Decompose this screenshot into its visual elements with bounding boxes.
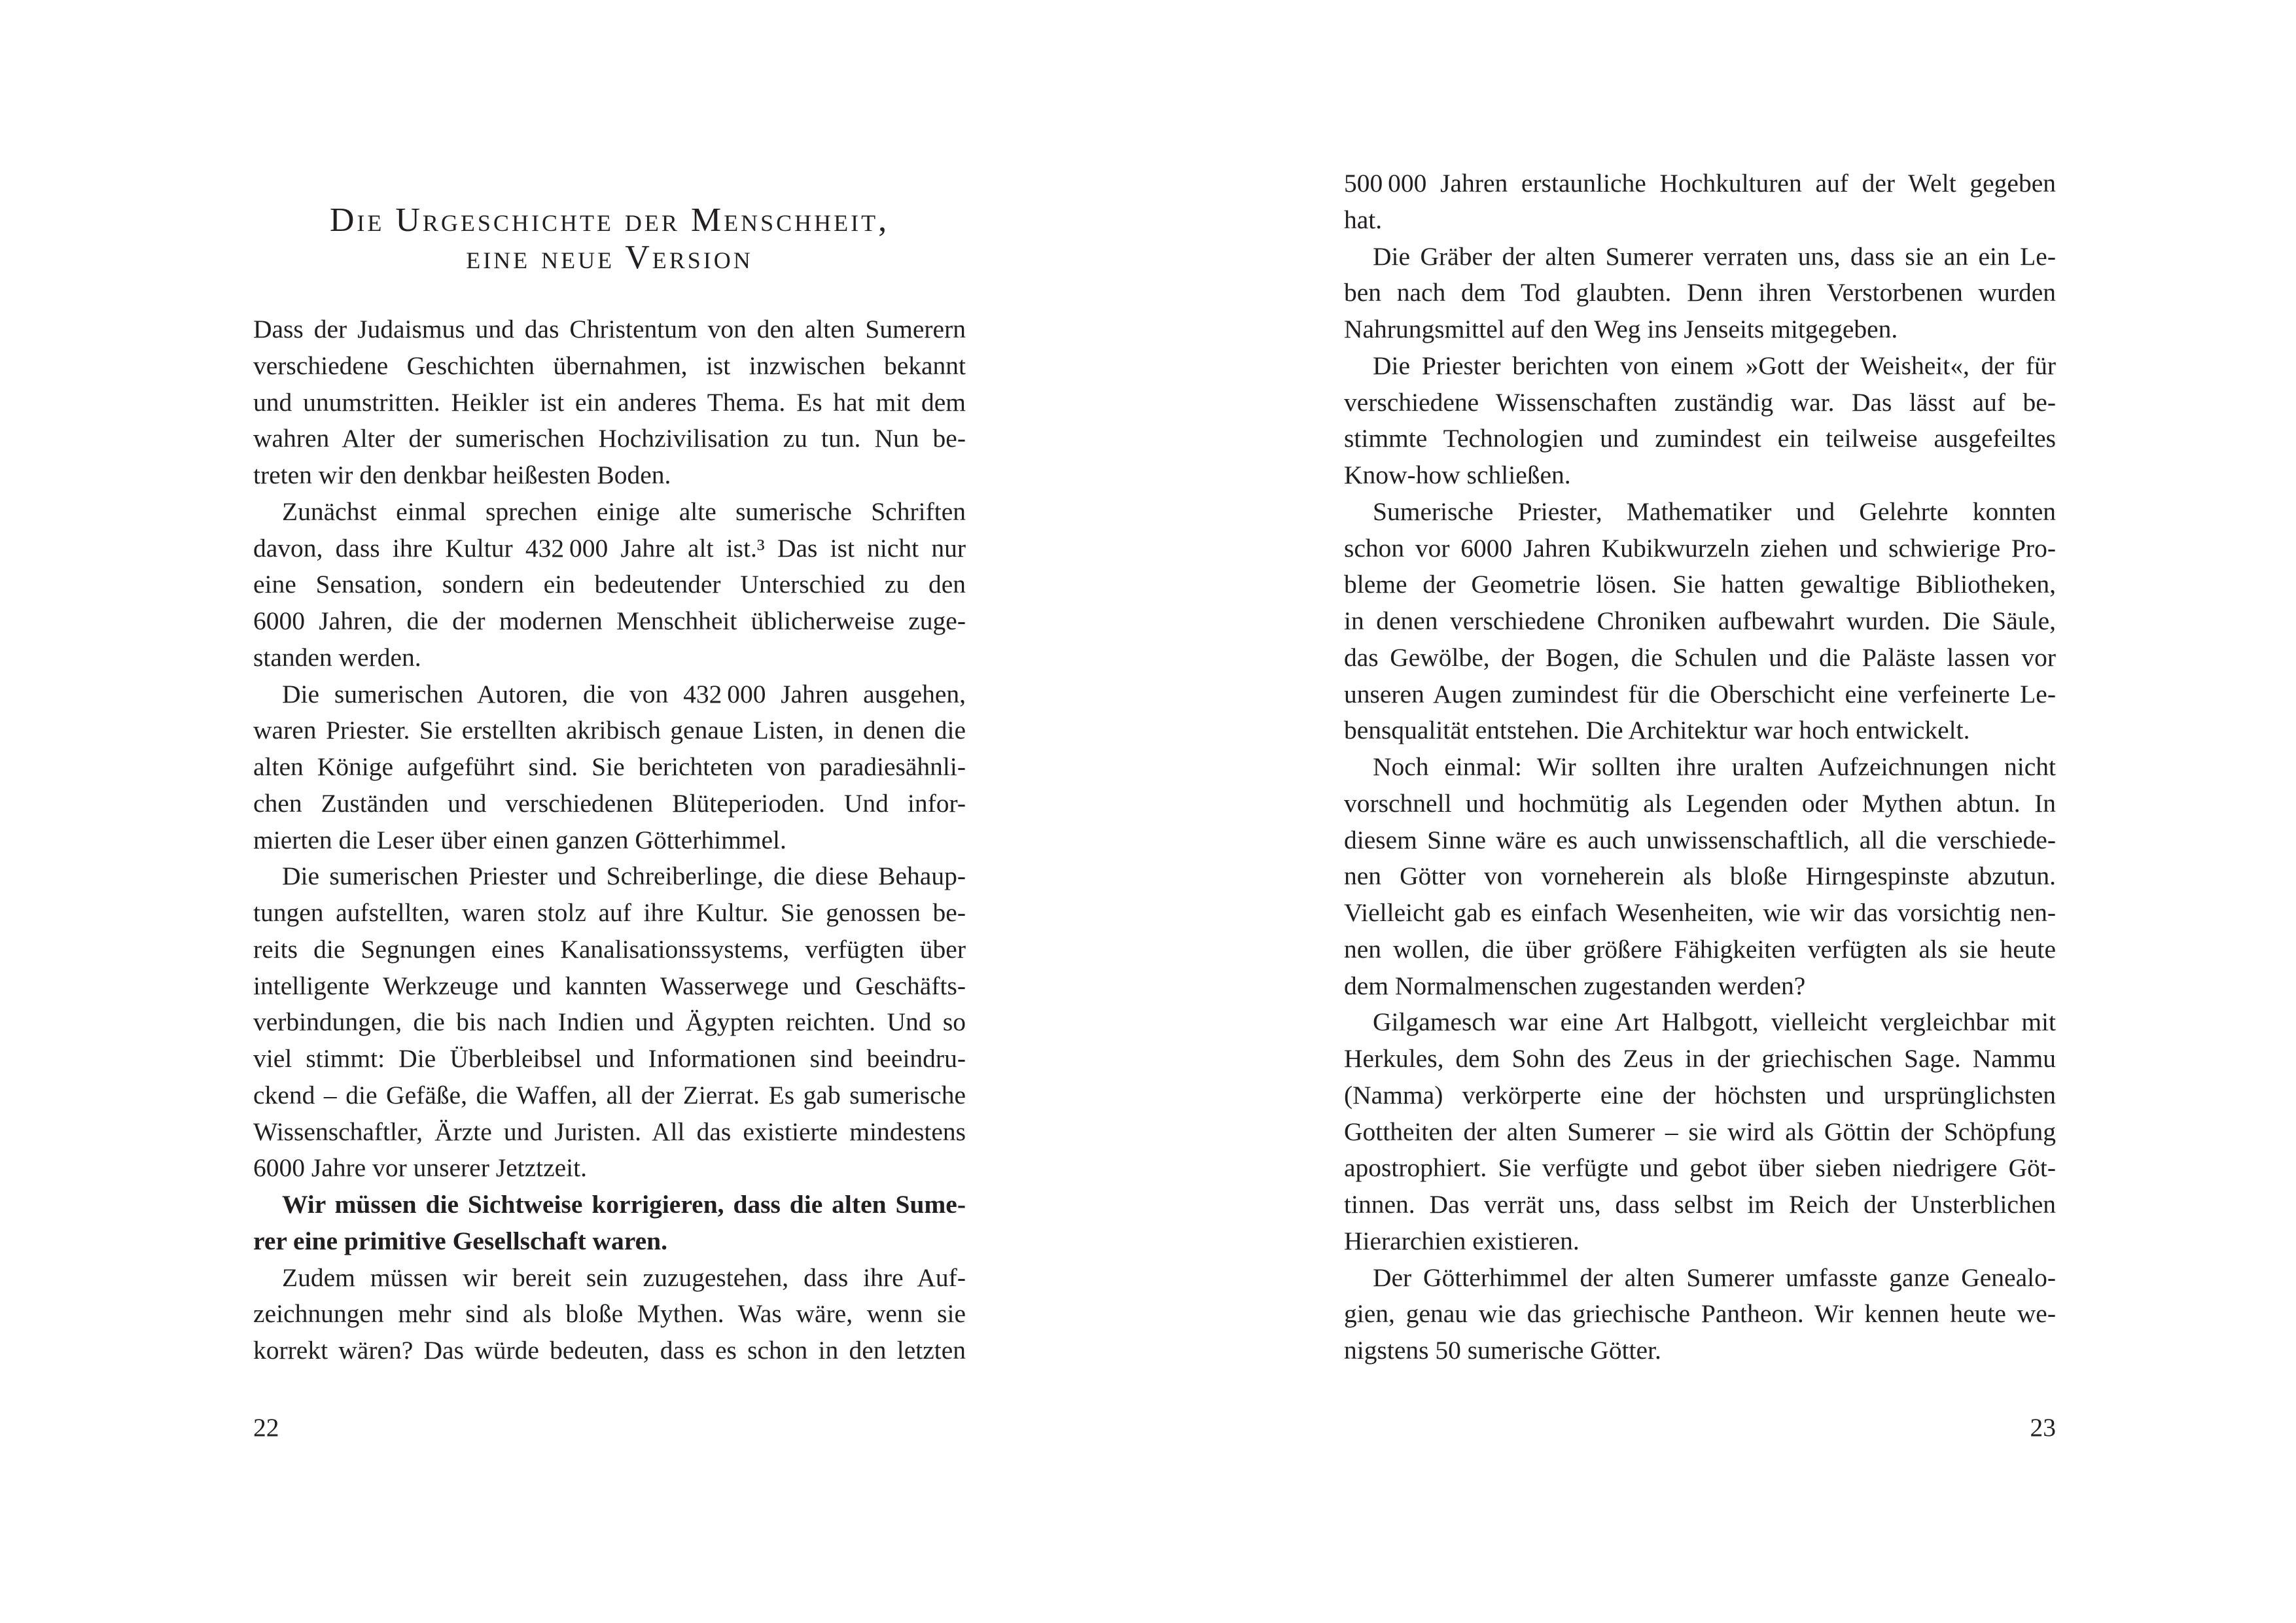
text-line: das Gewölbe, der Bogen, die Schulen und die Paläste lassen vor (1344, 642, 2056, 672)
text-line: hat. (1344, 205, 1383, 234)
body-text (1344, 166, 2056, 1369)
text-line: unseren Augen zumindest für die Oberschicht eine verfeinerte Le- (1344, 679, 2056, 708)
text-line: Wir müssen die Sichtweise korrigieren, dass die alten Sume- (282, 1190, 966, 1219)
text-line: standen werden. (253, 642, 421, 672)
left-page (253, 0, 966, 1623)
body-text (253, 311, 966, 1369)
chapter-title (253, 201, 966, 276)
text-line: intelligente Werkzeuge und kannten Wasserwege und Geschäfts- (253, 971, 966, 1000)
page-number-right: 23 (2030, 1413, 2056, 1442)
text-line: ckend – die Gefäße, die Waffen, all der Zierrat. Es gab sumerische (253, 1080, 966, 1109)
text-line: tinnen. Das verrät uns, dass selbst im Reich der Unsterblichen (1344, 1190, 2056, 1219)
text-line: reits die Segnungen eines Kanalisationssystems, verfügten über (253, 934, 966, 964)
text-line: in denen verschiedene Chroniken aufbewahrt wurden. Die Säule, (1344, 606, 2056, 635)
text-line: wahren Alter der sumerischen Hochzivilisation zu tun. Nun be- (253, 424, 966, 453)
text-line: Die Priester berichten von einem »Gott der Weisheit«, der für (1373, 351, 2056, 380)
text-line: Dass der Judaismus und das Christentum von den alten Sumerern (253, 315, 966, 343)
text-line: apostrophiert. Sie verfügte und gebot über sieben niedrigere Göt- (1344, 1153, 2056, 1183)
text-line: zeichnungen mehr sind als bloße Mythen. Was wäre, wenn sie (253, 1299, 966, 1329)
text-line: diesem Sinne wäre es auch unwissenschaftlich, all die verschiede- (1344, 825, 2056, 854)
text-line: Hierarchien existieren. (1344, 1226, 1580, 1255)
text-line: verbindungen, die bis nach Indien und Ägypten reichten. Und so (253, 1007, 966, 1037)
paragraph (253, 858, 966, 1187)
text-line: bleme der Geometrie lösen. Sie hatten gewaltige Bibliotheken, (1344, 570, 2056, 599)
chapter-title-line: Die Urgeschichte der Menschheit, (329, 201, 890, 239)
paragraph (1344, 494, 2056, 749)
text-line: (Namma) verkörperte eine der höchsten und ursprünglichsten (1344, 1080, 2056, 1109)
text-line: davon, dass ihre Kultur 432 000 Jahre alt ist.³ Das ist nicht nur (253, 533, 966, 563)
right-page (1344, 0, 2056, 1623)
text-line: mierten die Leser über einen ganzen Götterhimmel. (253, 825, 786, 854)
paragraph (253, 494, 966, 676)
text-line: schon vor 6000 Jahren Kubikwurzeln ziehen und schwierige Pro- (1344, 533, 2056, 563)
paragraph (1344, 1260, 2056, 1369)
text-line: Zudem müssen wir bereit sein zuzugestehen, dass ihre Auf- (282, 1263, 966, 1292)
text-line: Sumerische Priester, Mathematiker und Gelehrte konnten (1373, 497, 2056, 526)
paragraph (253, 1260, 966, 1369)
text-line: vorschnell und hochmütig als Legenden oder Mythen abtun. In (1344, 788, 2056, 818)
text-line: ben nach dem Tod glaubten. Denn ihren Verstorbenen wurden (1344, 278, 2056, 307)
text-line: Die sumerischen Autoren, die von 432 000 Jahren ausgehen, (282, 679, 966, 708)
text-line: Gilgamesch war eine Art Halbgott, vielleicht vergleichbar mit (1373, 1007, 2056, 1037)
text-line: Wissenschaftler, Ärzte und Juristen. All das existierte mindestens (253, 1117, 966, 1146)
text-line: verschiedene Geschichten übernahmen, ist inzwischen bekannt (253, 351, 966, 380)
text-line: viel stimmt: Die Überbleibsel und Informationen sind beeindru- (253, 1044, 966, 1073)
text-line: korrekt wären? Das würde bedeuten, dass es schon in den letzten (253, 1336, 966, 1365)
paragraph (1344, 1004, 2056, 1259)
paragraph (1344, 166, 2056, 239)
text-line: tungen aufstellten, waren stolz auf ihre Kultur. Sie genossen be- (253, 898, 966, 927)
text-line: 500 000 Jahren erstaunliche Hochkulturen auf der Welt gegeben (1344, 169, 2056, 198)
text-line: bensqualität entstehen. Die Architektur war hoch entwickelt. (1344, 716, 1970, 745)
text-line: nen Götter von vorneherein als bloße Hirngespinste abzutun. (1344, 862, 2056, 891)
emphasized-paragraph (253, 1187, 966, 1260)
paragraph (1344, 348, 2056, 494)
paragraph (253, 311, 966, 494)
page-number-left: 22 (253, 1413, 279, 1442)
text-line: Nahrungsmittel auf den Weg ins Jenseits mitgegeben. (1344, 315, 1898, 343)
text-line: und unumstritten. Heikler ist ein anderes Thema. Es hat mit dem (253, 387, 966, 417)
text-line: Know-how schließen. (1344, 461, 1571, 489)
text-line: Herkules, dem Sohn des Zeus in der griechischen Sage. Nammu (1344, 1044, 2056, 1073)
text-line: Der Götterhimmel der alten Sumerer umfasste ganze Genealo- (1373, 1263, 2056, 1292)
text-line: dem Normalmenschen zugestanden werden? (1344, 971, 1806, 1000)
text-line: chen Zuständen und verschiedenen Blüteperioden. Und infor- (253, 788, 966, 818)
text-line: verschiedene Wissenschaften zuständig war. Das lässt auf be- (1344, 387, 2056, 417)
text-line: waren Priester. Sie erstellten akribisch genaue Listen, in denen die (253, 716, 966, 745)
text-line: Die Gräber der alten Sumerer verraten uns, dass sie an ein Le- (1373, 241, 2056, 271)
text-line: eine Sensation, sondern ein bedeutender Unterschied zu den (253, 570, 966, 599)
text-line: gien, genau wie das griechische Pantheon. Wir kennen heute we- (1344, 1299, 2056, 1329)
paragraph (1344, 239, 2056, 348)
chapter-title-line: eine neue Version (466, 239, 753, 276)
text-line: Noch einmal: Wir sollten ihre uralten Aufzeichnungen nicht (1373, 752, 2056, 781)
text-line: Vielleicht gab es einfach Wesenheiten, wie wir das vorsichtig nen- (1344, 898, 2056, 927)
paragraph (1344, 749, 2056, 1004)
text-line: stimmte Technologien und zumindest ein teilweise ausgefeiltes (1344, 424, 2056, 453)
text-line: 6000 Jahren, die der modernen Menschheit üblicherweise zuge- (253, 606, 966, 635)
text-line: Gottheiten der alten Sumerer – sie wird als Göttin der Schöpfung (1344, 1117, 2056, 1146)
text-line: nigstens 50 sumerische Götter. (1344, 1336, 1661, 1365)
text-line: rer eine primitive Gesellschaft waren. (253, 1226, 667, 1255)
text-line: Die sumerischen Priester und Schreiberlinge, die diese Behaup- (282, 862, 966, 891)
text-line: nen wollen, die über größere Fähigkeiten verfügten als sie heute (1344, 934, 2056, 964)
text-line: alten Könige aufgeführt sind. Sie berichteten von paradiesähnli- (253, 752, 966, 781)
text-line: treten wir den denkbar heißesten Boden. (253, 461, 671, 489)
paragraph (253, 676, 966, 859)
text-line: Zunächst einmal sprechen einige alte sumerische Schriften (282, 497, 966, 526)
text-line: 6000 Jahre vor unserer Jetztzeit. (253, 1153, 588, 1183)
